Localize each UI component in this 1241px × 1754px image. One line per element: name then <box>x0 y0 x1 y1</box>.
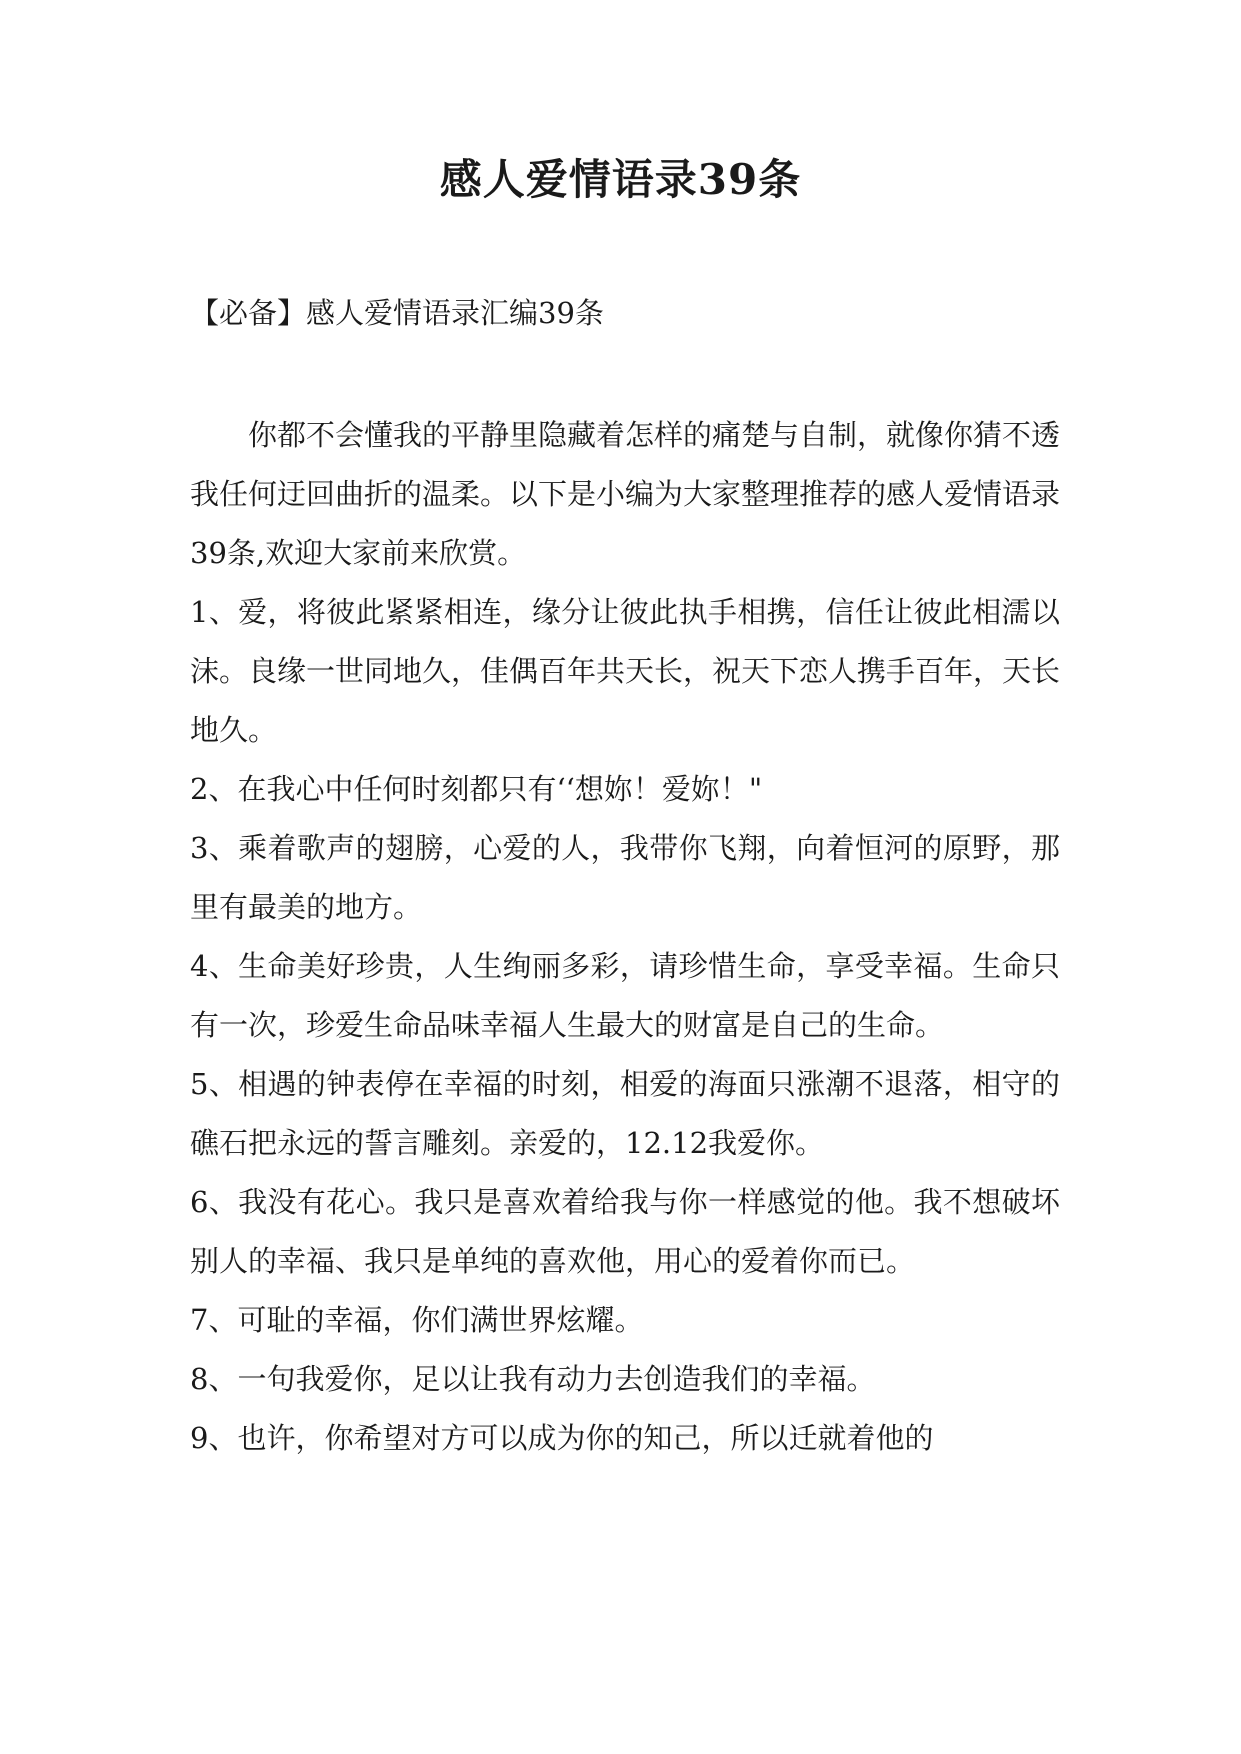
list-item: 4、生命美好珍贵，人生绚丽多彩，请珍惜生命，享受幸福。生命只有一次，珍爱生命品味幸福人生最大的财富是自己的生命。 <box>190 949 1060 1042</box>
list-item: 8、一句我爱你，足以让我有动力去创造我们的幸福。 <box>190 1362 876 1396</box>
document-subtitle: 【必备】感人爱情语录汇编39条 <box>190 296 604 330</box>
list-item: 9、也许，你希望对方可以成为你的知己，所以迁就着他的 <box>190 1421 934 1455</box>
list-item: 1、爱，将彼此紧紧相连，缘分让彼此执手相携，信任让彼此相濡以沫。良缘一世同地久，佳偶百年共天长，祝天下恋人携手百年，天长地久。 <box>190 595 1061 747</box>
document-body <box>190 406 1060 1468</box>
list-item: 3、乘着歌声的翅膀，心爱的人，我带你飞翔，向着恒河的原野，那里有最美的地方。 <box>190 831 1060 924</box>
intro-paragraph: 你都不会懂我的平静里隐藏着怎样的痛楚与自制，就像你猜不透我任何迂回曲折的温柔。以下是小编为大家整理推荐的感人爱情语录39条,欢迎大家前来欣赏。 <box>190 418 1061 570</box>
list-item: 2、在我心中任何时刻都只有‘‘想妳！爱妳！" <box>190 772 763 806</box>
document-title: 感人爱情语录39条 <box>439 155 802 204</box>
list-item: 5、相遇的钟表停在幸福的时刻，相爱的海面只涨潮不退落，相守的礁石把永远的誓言雕刻。亲爱的，12.12我爱你。 <box>190 1067 1060 1160</box>
list-item: 7、可耻的幸福，你们满世界炫耀。 <box>190 1303 644 1337</box>
list-item: 6、我没有花心。我只是喜欢着给我与你一样感觉的他。我不想破坏别人的幸福、我只是单纯的喜欢他，用心的爱着你而已。 <box>190 1185 1060 1278</box>
